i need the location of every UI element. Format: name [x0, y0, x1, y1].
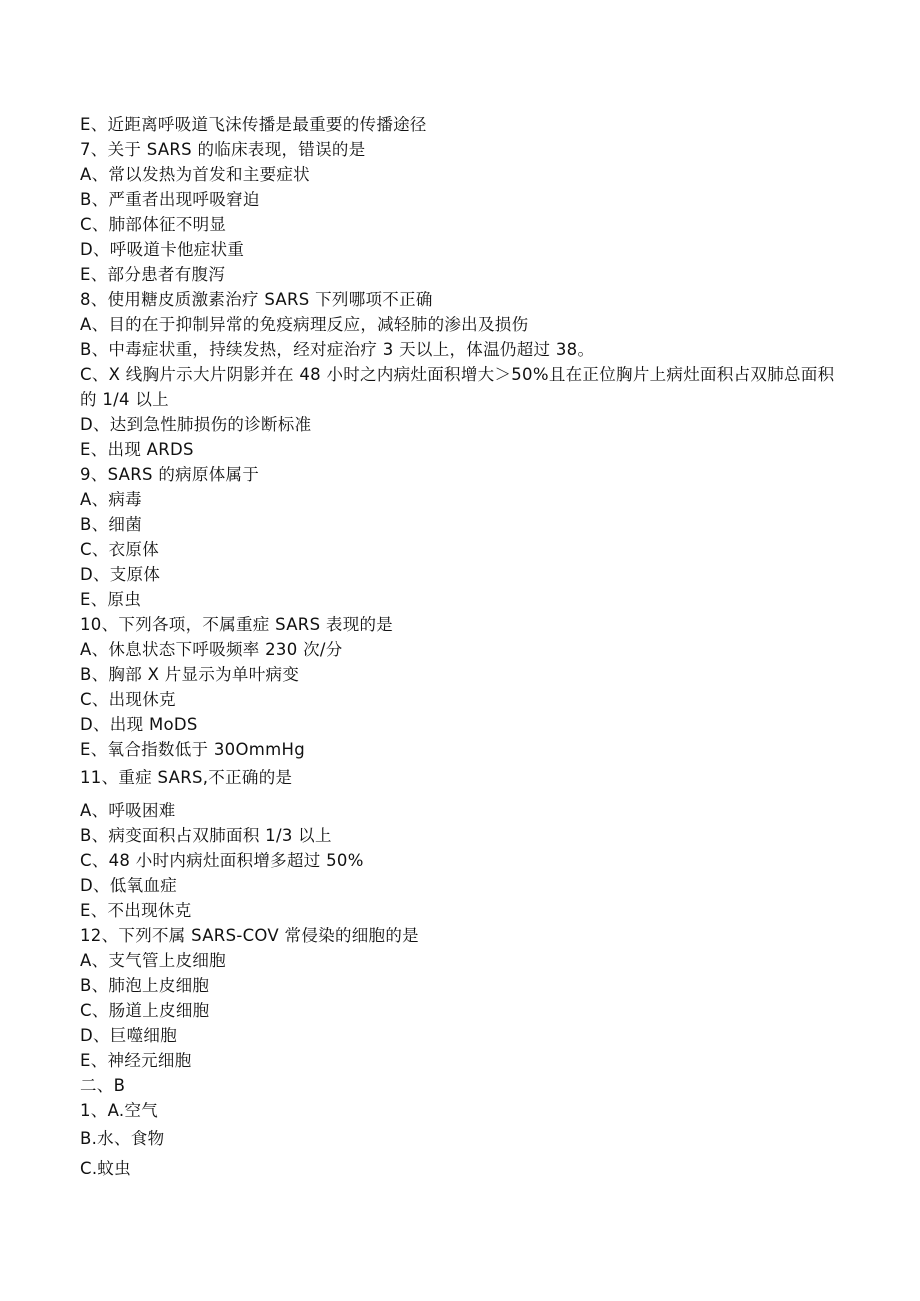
- option-line: C、肺部体征不明显: [80, 215, 227, 234]
- option-line: E、原虫: [80, 590, 142, 609]
- option-line: D、出现 MoDS: [80, 715, 198, 734]
- option-line: E、部分患者有腹泻: [80, 265, 226, 284]
- question-stem: 1、A.空气: [80, 1101, 159, 1120]
- question-stem: 11、重症 SARS,不正确的是: [80, 768, 293, 787]
- option-line: C、衣原体: [80, 540, 160, 559]
- option-line: D、呼吸道卡他症状重: [80, 240, 245, 259]
- option-line: C、肠道上皮细胞: [80, 1001, 210, 1020]
- question-stem: 8、使用糖皮质激素治疗 SARS 下列哪项不正确: [80, 290, 433, 309]
- option-line: D、低氧血症: [80, 876, 178, 895]
- option-line: B、病变面积占双肺面积 1/3 以上: [80, 826, 332, 845]
- option-line: A、支气管上皮细胞: [80, 951, 226, 970]
- option-line: A、目的在于抑制异常的免疫病理反应，减轻肺的渗出及损伤: [80, 315, 529, 334]
- option-line: C、出现休克: [80, 690, 176, 709]
- question-stem: 12、下列不属 SARS-COV 常侵染的细胞的是: [80, 926, 419, 945]
- option-line: D、达到急性肺损伤的诊断标准: [80, 415, 312, 434]
- option-line: B、肺泡上皮细胞: [80, 976, 210, 995]
- option-line: C、48 小时内病灶面积增多超过 50%: [80, 851, 364, 870]
- option-line: A、病毒: [80, 490, 142, 509]
- option-line: D、巨噬细胞: [80, 1026, 178, 1045]
- question-stem: 9、SARS 的病原体属于: [80, 465, 260, 484]
- option-line: D、支原体: [80, 565, 161, 584]
- option-line: B、严重者出现呼吸窘迫: [80, 190, 260, 209]
- option-line: B、中毒症状重，持续发热，经对症治疗 3 天以上，体温仍超过 38。: [80, 340, 595, 359]
- section-heading: 二、B: [80, 1076, 126, 1095]
- option-line: E、出现 ARDS: [80, 440, 194, 459]
- option-line: E、不出现休克: [80, 901, 192, 920]
- option-line: E、氧合指数低于 30OmmHg: [80, 740, 305, 759]
- option-line: B、胸部 X 片显示为单叶病变: [80, 665, 300, 684]
- option-line: E、近距离呼吸道飞沫传播是最重要的传播途径: [80, 115, 427, 134]
- option-line: C、X 线胸片示大片阴影并在 48 小时之内病灶面积增大＞50%且在正位胸片上病灶面积占双肺总面积的 1/4 以上: [80, 365, 835, 409]
- option-line: B.水、食物: [80, 1129, 165, 1148]
- option-line: A、呼吸困难: [80, 801, 176, 820]
- option-line: A、常以发热为首发和主要症状: [80, 165, 310, 184]
- option-line: C.蚊虫: [80, 1159, 131, 1178]
- option-line: A、休息状态下呼吸频率 230 次/分: [80, 640, 343, 659]
- question-stem: 7、关于 SARS 的临床表现，错误的是: [80, 140, 366, 159]
- option-line: B、细菌: [80, 515, 143, 534]
- question-stem: 10、下列各项，不属重症 SARS 表现的是: [80, 615, 394, 634]
- option-line: E、神经元细胞: [80, 1051, 192, 1070]
